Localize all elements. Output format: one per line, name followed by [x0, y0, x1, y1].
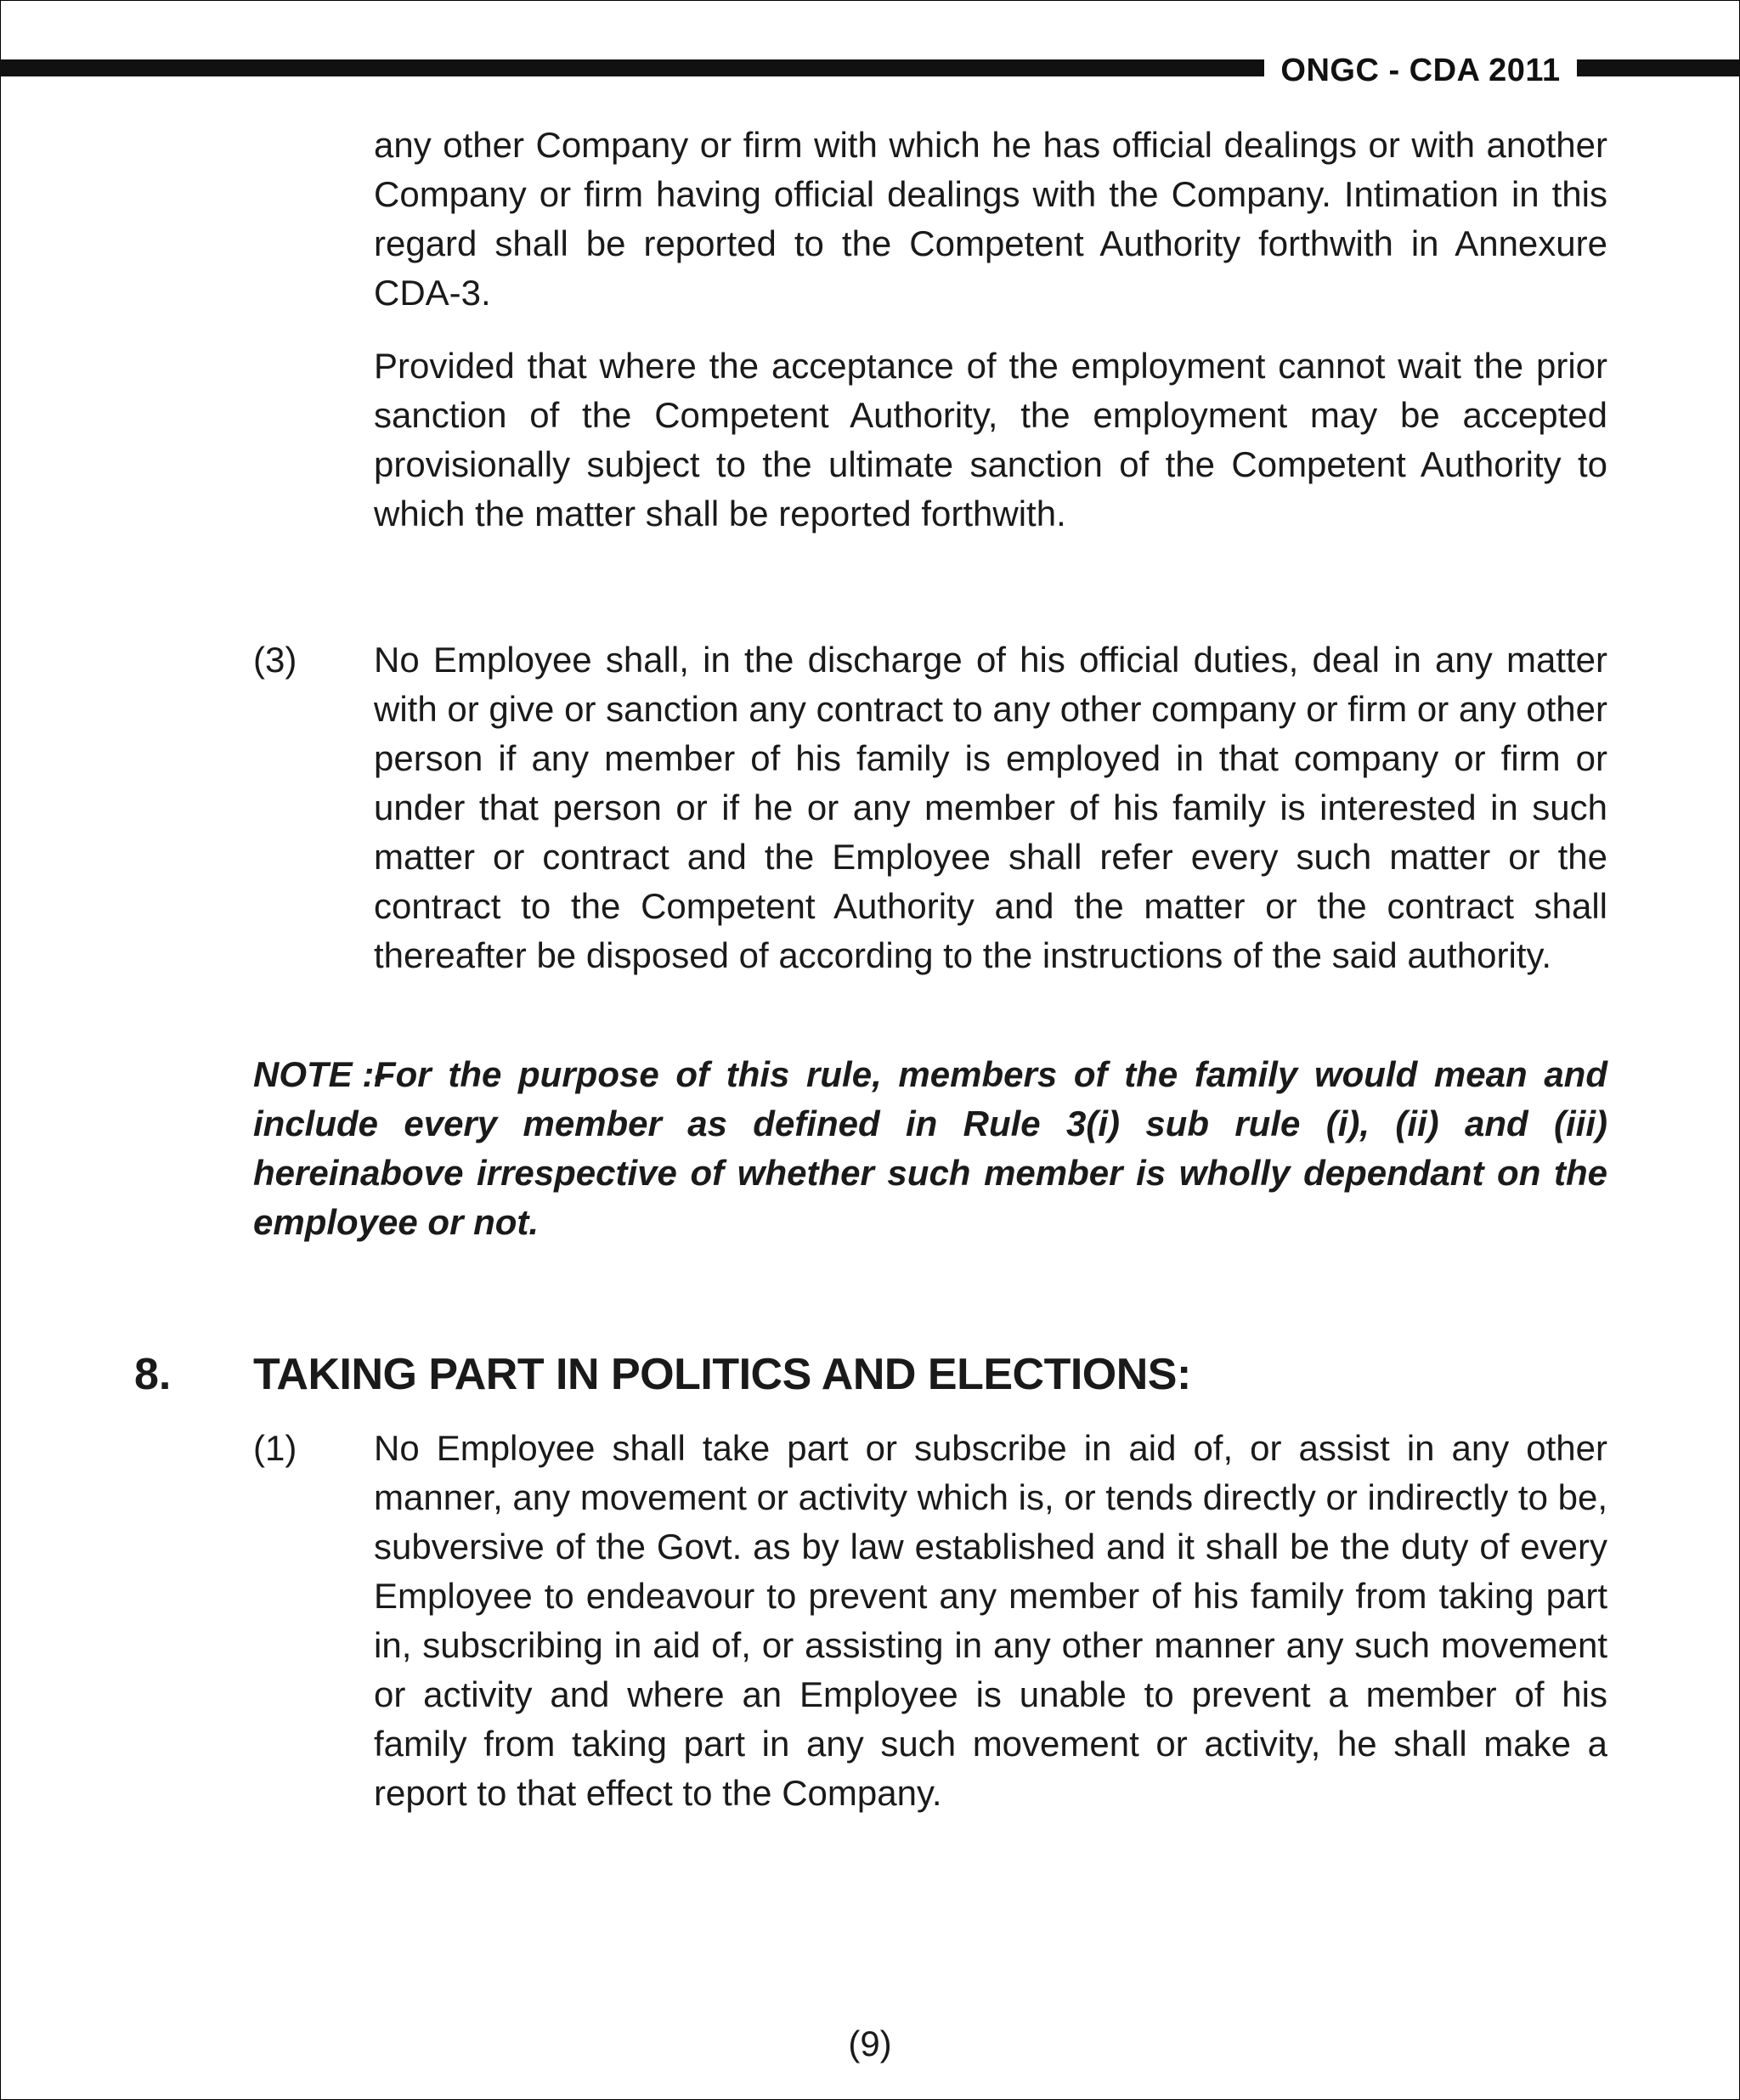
section-8-number: 8. — [134, 1350, 172, 1399]
clause-3-number: (3) — [253, 640, 297, 680]
note-block — [253, 1050, 1607, 1247]
section-8-title: TAKING PART IN POLITICS AND ELECTIONS: — [253, 1350, 1191, 1399]
continued-paragraph: any other Company or firm with which he has official dealings or with another Company or firm having official dealings with the Company. Intimation in this regard shall be reported to the Competent Authority forthwith in Annexure CDA-3. — [374, 125, 1607, 313]
header-rule-left — [0, 59, 1264, 76]
section-8-clause-1-number: (1) — [253, 1428, 297, 1468]
note-label: NOTE :- — [253, 1054, 387, 1094]
page-number: (9) — [848, 2024, 892, 2063]
header-rule-right — [1577, 59, 1740, 76]
note-text: For the purpose of this rule, members of the family would mean and include every member as defined in Rule 3(i) sub rule (i), (ii) and (iii) hereinabove irrespective of whether such member is wholly dependant on the employee or not. — [253, 1054, 1607, 1242]
section-8-clause-1-text: No Employee shall take part or subscribe in aid of, or assist in any other manner, any movement or activity which is, or tends directly or indirectly to be, subversive of the Govt. as by law established and it shall be the duty of every Employee to endeavour to prevent any member of his family from taking part in, subscribing in aid of, or assisting in any other manner any such movement or activity and where an Employee is unable to prevent a member of his family from taking part in any such movement or activity, he shall make a report to that effect to the Company. — [374, 1428, 1607, 1813]
document-header-title: ONGC - CDA 2011 — [1280, 53, 1561, 88]
note-text-wrapper — [253, 1050, 1607, 1247]
clause-3-text: No Employee shall, in the discharge of his official duties, deal in any matter with or give or sanction any contract to any other company or firm or any other person if any member of his family is employed in that company or firm or under that person or if he or any member of his family is interested in such matter or contract and the Employee shall refer every such matter or the contract to the Competent Authority and the matter or the contract shall thereafter be disposed of according to the instructions of the said authority. — [374, 640, 1608, 975]
proviso-paragraph: Provided that where the acceptance of the employment cannot wait the prior sanction of the Competent Authority, the employment may be accepted provisionally subject to the ultimate sanction of the Competent Authority to which the matter shall be reported forthwith. — [374, 346, 1607, 533]
